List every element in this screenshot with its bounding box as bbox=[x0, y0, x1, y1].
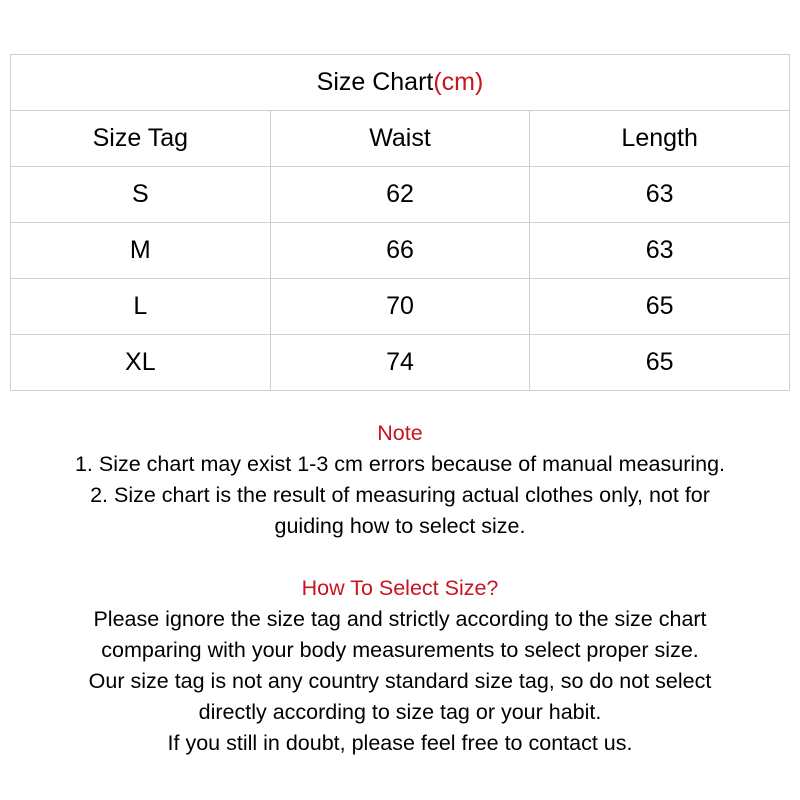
table-row bbox=[11, 167, 790, 223]
length-cell: 63 bbox=[530, 223, 790, 279]
size-tag-cell: S bbox=[11, 167, 271, 223]
table-header-row bbox=[11, 111, 790, 167]
how-to-line-3: Our size tag is not any country standard size tag, so do not select bbox=[88, 669, 712, 693]
length-cell: 65 bbox=[530, 279, 790, 335]
table-title-unit: (cm) bbox=[433, 68, 484, 96]
column-header-waist: Waist bbox=[270, 111, 530, 167]
table-title-main: Size Chart bbox=[316, 68, 434, 96]
table-title bbox=[11, 55, 790, 111]
column-header-size-tag: Size Tag bbox=[11, 111, 271, 167]
waist-cell: 62 bbox=[270, 167, 530, 223]
how-to-heading: How To Select Size? bbox=[301, 576, 499, 600]
table-row bbox=[11, 223, 790, 279]
how-to-line-4: directly according to size tag or your habit. bbox=[198, 700, 602, 724]
size-tag-cell: L bbox=[11, 279, 271, 335]
note-heading: Note bbox=[377, 421, 423, 445]
size-chart-table bbox=[10, 54, 790, 391]
how-to-line-2: comparing with your body measurements to select proper size. bbox=[101, 638, 699, 662]
table-row bbox=[11, 279, 790, 335]
notes-section bbox=[0, 418, 800, 759]
waist-cell: 74 bbox=[270, 335, 530, 391]
table-row bbox=[11, 335, 790, 391]
size-tag-cell: XL bbox=[11, 335, 271, 391]
size-tag-cell: M bbox=[11, 223, 271, 279]
how-to-line-5: If you still in doubt, please feel free to contact us. bbox=[167, 731, 633, 755]
note-line-1: 1. Size chart may exist 1-3 cm errors because of manual measuring. bbox=[74, 452, 726, 476]
note-line-3: guiding how to select size. bbox=[274, 514, 526, 538]
how-to-line-1: Please ignore the size tag and strictly according to the size chart bbox=[93, 607, 707, 631]
column-header-length: Length bbox=[530, 111, 790, 167]
length-cell: 63 bbox=[530, 167, 790, 223]
waist-cell: 70 bbox=[270, 279, 530, 335]
note-line-2: 2. Size chart is the result of measuring actual clothes only, not for bbox=[90, 483, 710, 507]
table-title-row bbox=[11, 55, 790, 111]
length-cell: 65 bbox=[530, 335, 790, 391]
section-spacer bbox=[0, 542, 800, 573]
waist-cell: 66 bbox=[270, 223, 530, 279]
